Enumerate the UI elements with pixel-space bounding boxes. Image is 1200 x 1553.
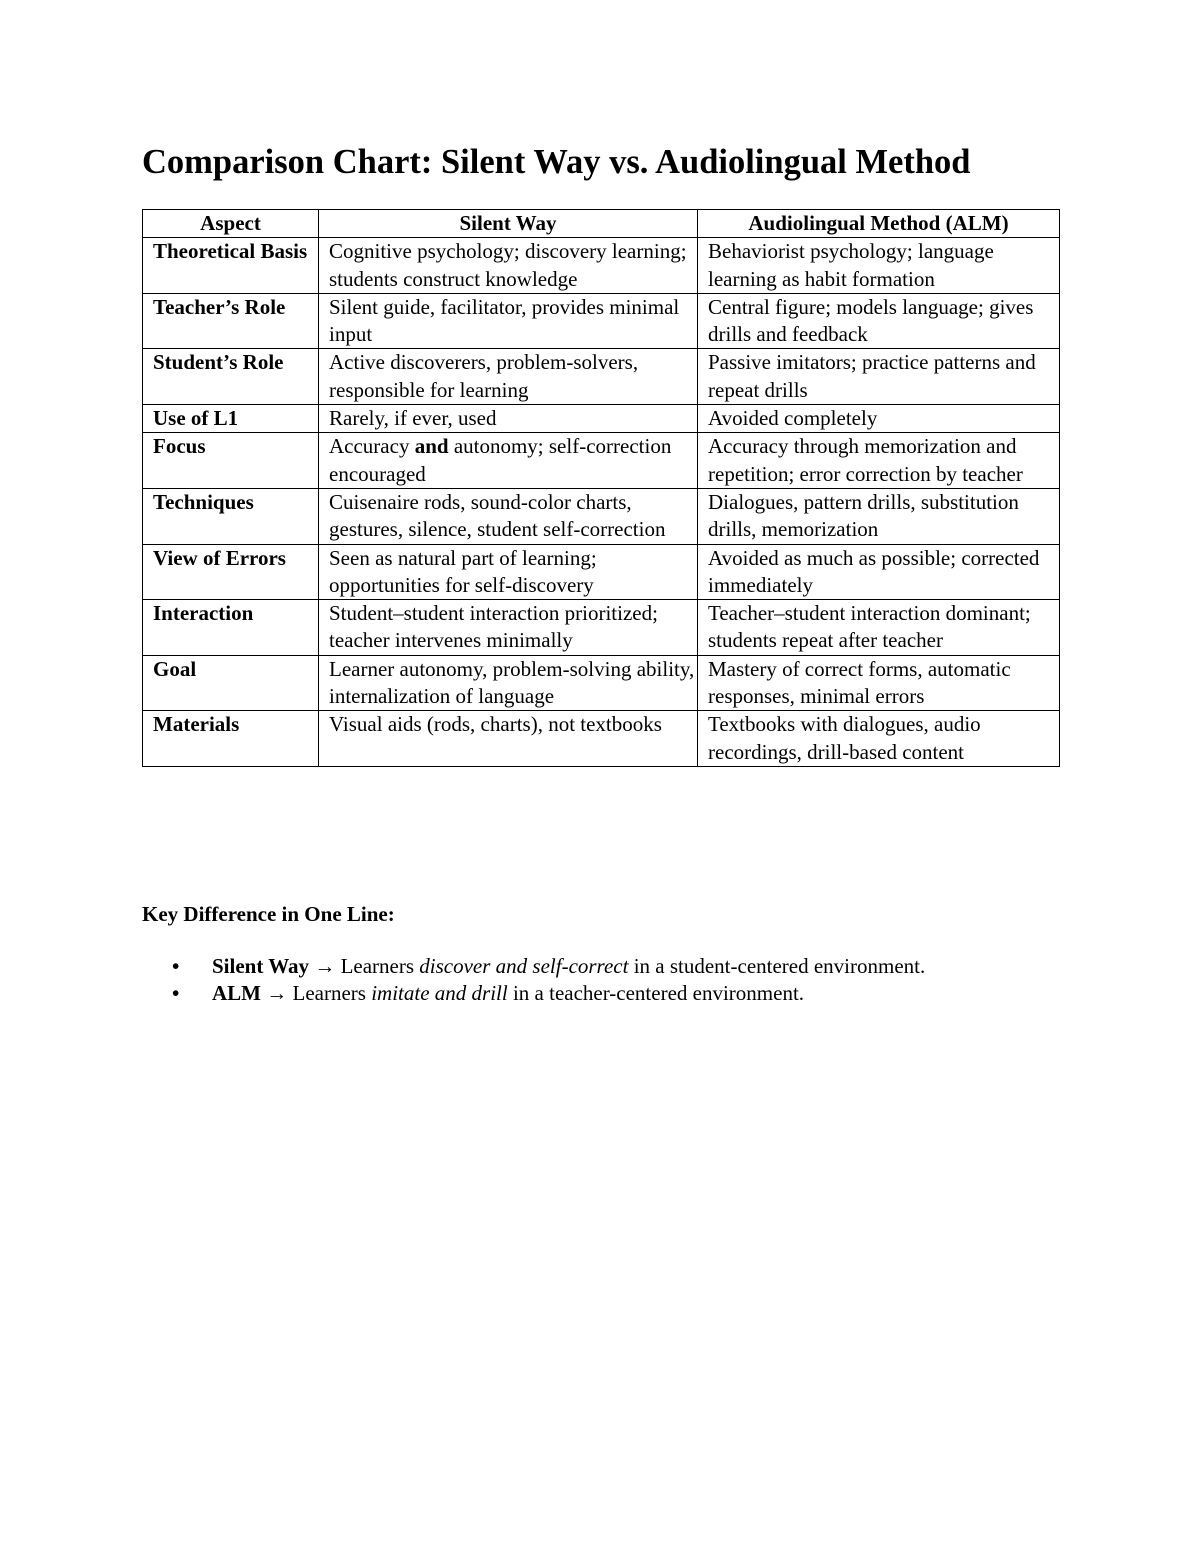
alm-cell: Avoided completely: [698, 405, 1060, 433]
silent-way-cell: Active discoverers, problem-solvers, responsible for learning: [319, 349, 698, 405]
bullet-rest: in a student-centered environment.: [628, 954, 926, 978]
page-title: Comparison Chart: Silent Way vs. Audiolingual Method: [142, 143, 971, 181]
silent-way-cell: Cuisenaire rods, sound-color charts, gestures, silence, student self-correction: [319, 488, 698, 544]
alm-cell: Avoided as much as possible; corrected immediately: [698, 544, 1060, 600]
comparison-table: [142, 209, 1060, 767]
table-row: [143, 293, 1060, 349]
header-silent-way: Silent Way: [319, 210, 698, 238]
alm-cell: Passive imitators; practice patterns and repeat drills: [698, 349, 1060, 405]
aspect-cell: Goal: [143, 655, 319, 711]
alm-cell: Central figure; models language; gives drills and feedback: [698, 293, 1060, 349]
table-row: [143, 433, 1060, 489]
silent-way-cell: Learner autonomy, problem-solving ability, internalization of language: [319, 655, 698, 711]
silent-way-cell: Cognitive psychology; discovery learning; students construct knowledge: [319, 238, 698, 294]
aspect-cell: Materials: [143, 711, 319, 767]
table-row: [143, 711, 1060, 767]
silent-way-text: Accuracy: [329, 434, 415, 459]
table-row: [143, 488, 1060, 544]
aspect-cell: Use of L1: [143, 405, 319, 433]
bullet-emphasis: discover and self-correct: [419, 954, 629, 978]
aspect-cell: Techniques: [143, 488, 319, 544]
silent-way-cell: Seen as natural part of learning; opportunities for self-discovery: [319, 544, 698, 600]
key-difference-list: [142, 953, 925, 1008]
key-difference-heading: Key Difference in One Line:: [142, 902, 395, 926]
list-item: [142, 980, 925, 1007]
aspect-cell: Student’s Role: [143, 349, 319, 405]
table-row: [143, 349, 1060, 405]
bullet-label: Silent Way: [212, 954, 310, 978]
list-item: [142, 953, 925, 980]
bullet-icon: •: [172, 954, 180, 978]
aspect-cell: Theoretical Basis: [143, 238, 319, 294]
silent-way-cell: Rarely, if ever, used: [319, 405, 698, 433]
header-alm: Audiolingual Method (ALM): [698, 210, 1060, 238]
bullet-emphasis: imitate and drill: [371, 981, 508, 1006]
alm-cell: Behaviorist psychology; language learning as habit formation: [698, 238, 1060, 294]
bullet-rest: in a teacher-centered environment.: [507, 981, 805, 1006]
aspect-cell: Focus: [143, 433, 319, 489]
table-row: [143, 655, 1060, 711]
table-row: [143, 600, 1060, 656]
alm-cell: Dialogues, pattern drills, substitution drills, memorization: [698, 488, 1060, 544]
silent-way-text: autonomy; self-correction encouraged: [329, 434, 672, 486]
bullet-arrow-text: → Learners: [261, 981, 372, 1006]
silent-way-cell: [319, 433, 698, 489]
bullet-arrow-text: → Learners: [309, 954, 420, 978]
silent-way-cell: Silent guide, facilitator, provides minimal input: [319, 293, 698, 349]
alm-cell: Accuracy through memorization and repetition; error correction by teacher: [698, 433, 1060, 489]
table-row: [143, 544, 1060, 600]
table-header-row: [143, 210, 1060, 238]
table-row: [143, 405, 1060, 433]
alm-cell: Textbooks with dialogues, audio recordings, drill-based content: [698, 711, 1060, 767]
alm-cell: Mastery of correct forms, automatic responses, minimal errors: [698, 655, 1060, 711]
bullet-label: ALM: [212, 981, 261, 1006]
aspect-cell: Teacher’s Role: [143, 293, 319, 349]
silent-way-cell: Student–student interaction prioritized; teacher intervenes minimally: [319, 600, 698, 656]
silent-way-cell: Visual aids (rods, charts), not textbooks: [319, 711, 698, 767]
aspect-cell: View of Errors: [143, 544, 319, 600]
table-row: [143, 238, 1060, 294]
bullet-icon: •: [172, 981, 180, 1006]
aspect-cell: Interaction: [143, 600, 319, 656]
silent-way-bold-text: and: [414, 434, 449, 459]
alm-cell: Teacher–student interaction dominant; students repeat after teacher: [698, 600, 1060, 656]
header-aspect: Aspect: [143, 210, 319, 238]
